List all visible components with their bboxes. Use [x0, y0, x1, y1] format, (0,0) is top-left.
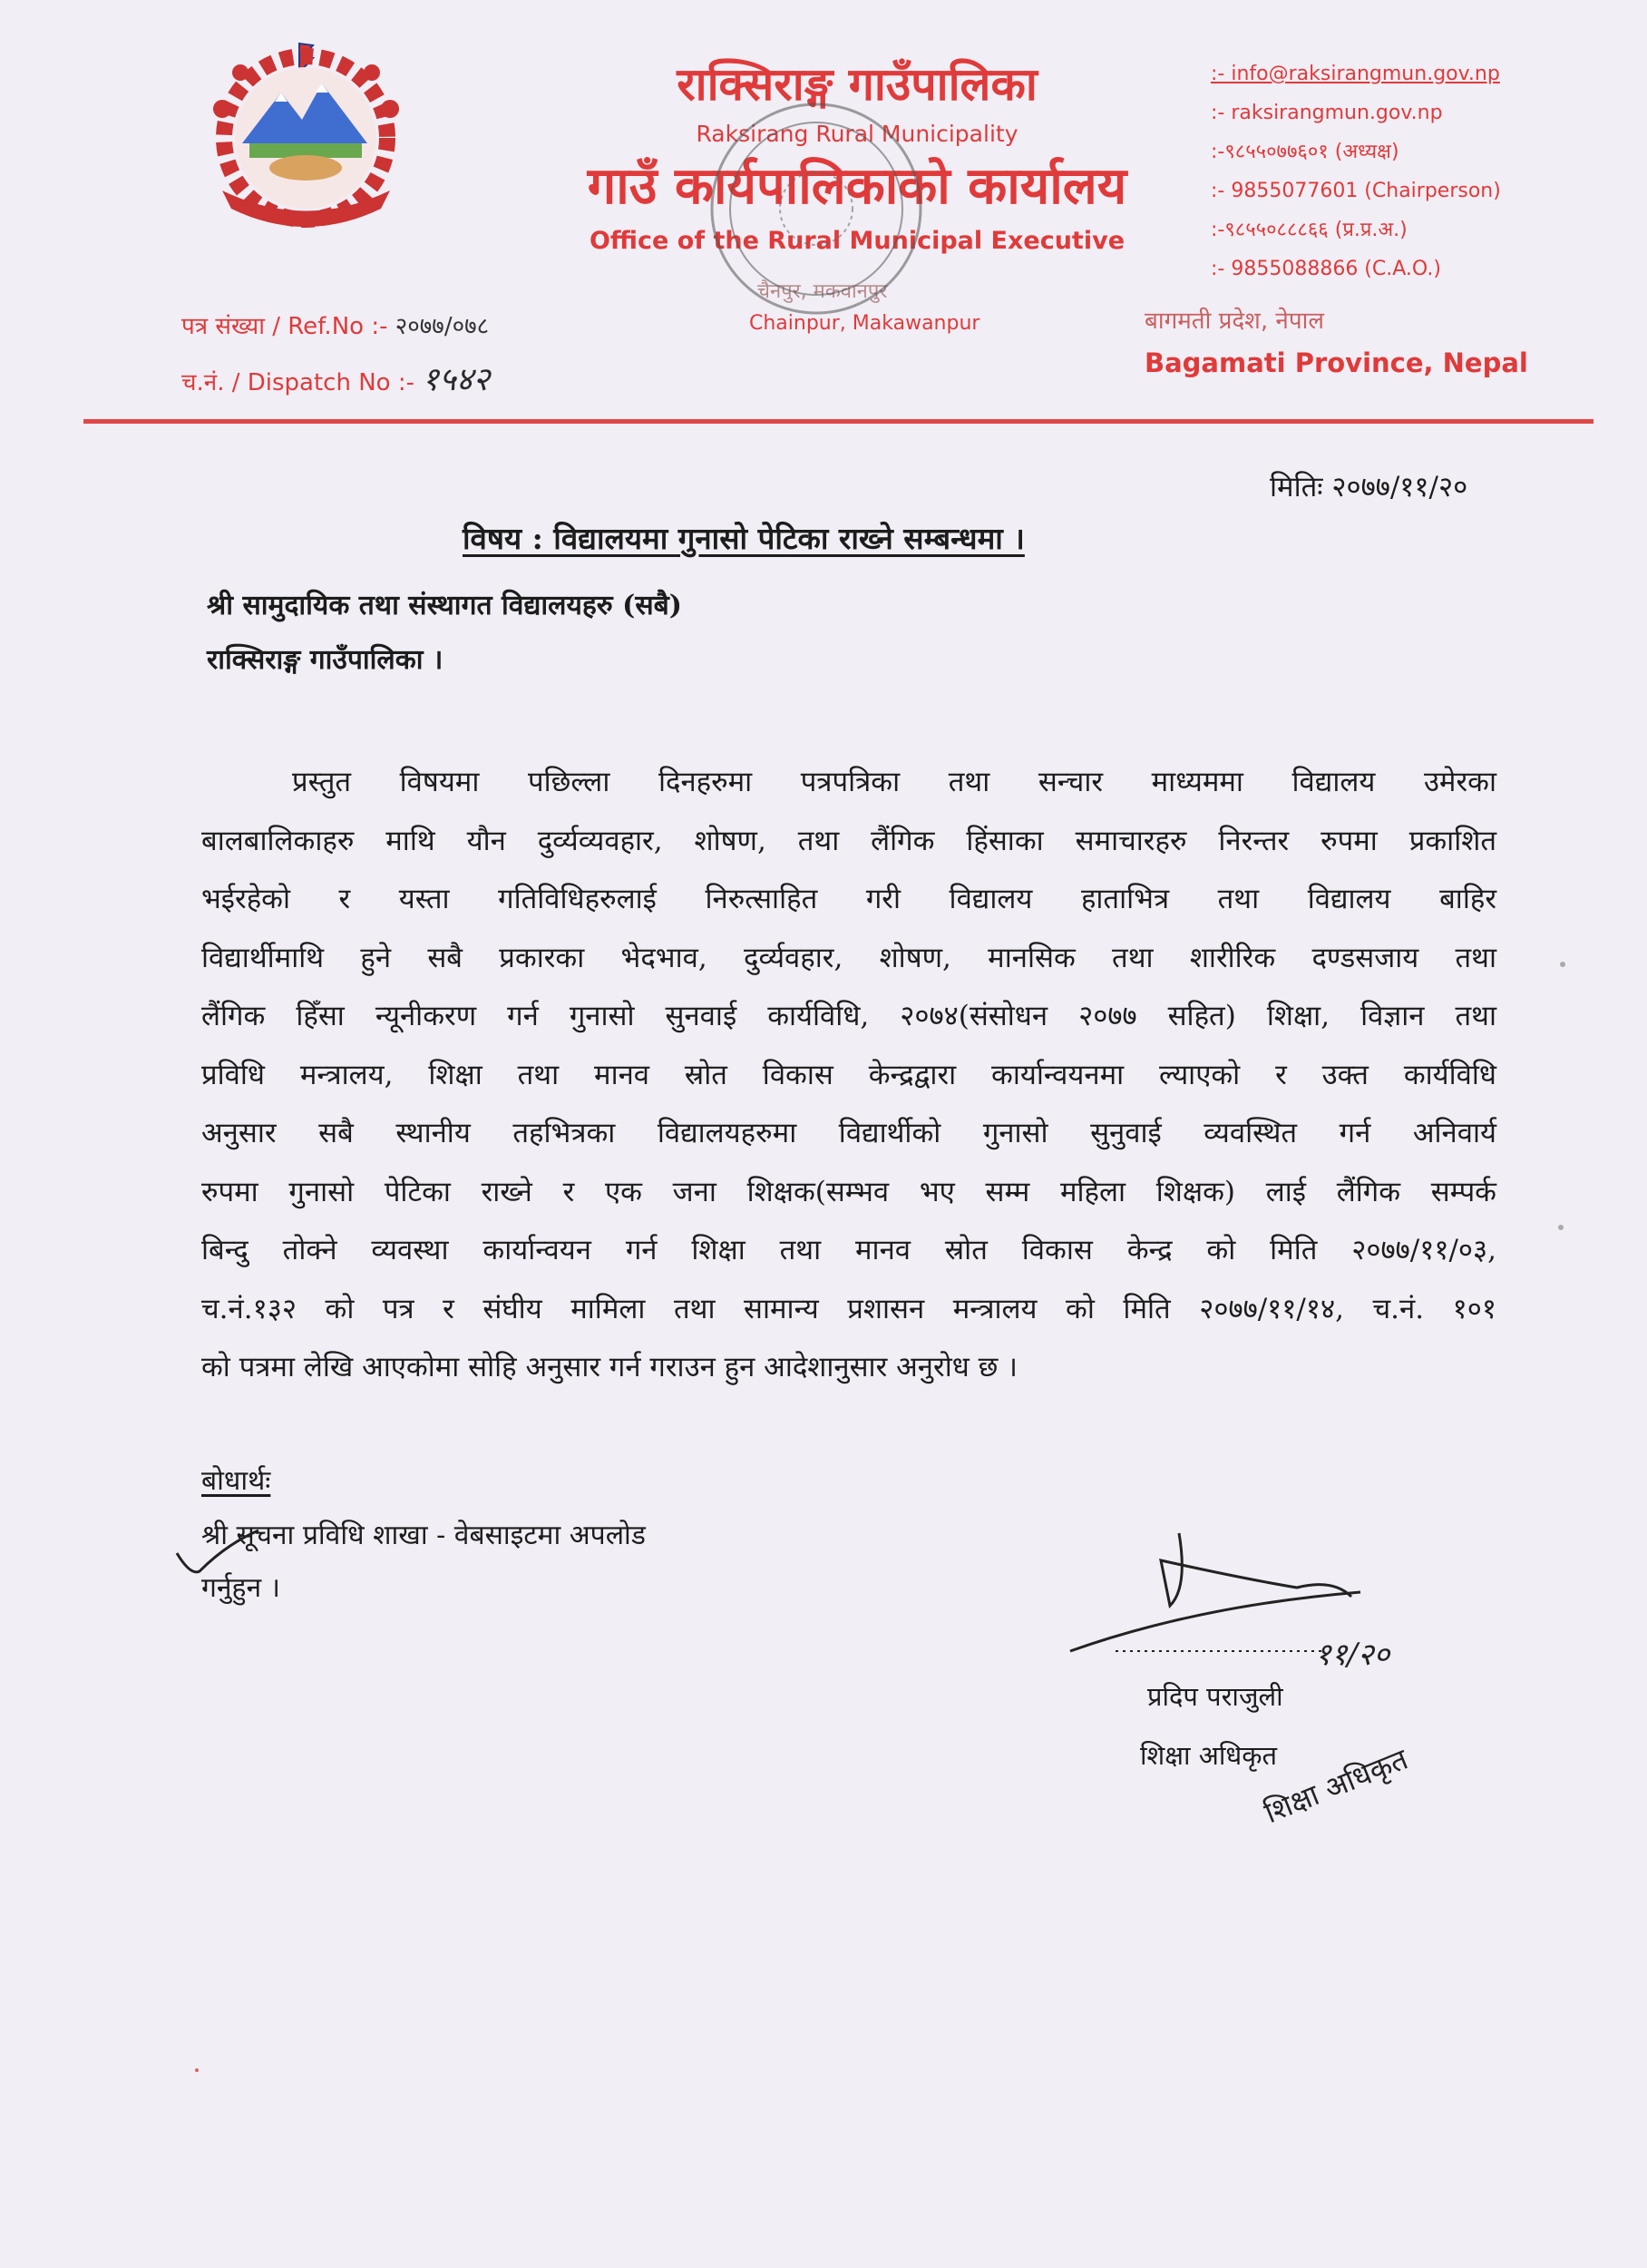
signatory-title: शिक्षा अधिकृत: [1140, 1740, 1278, 1771]
nepal-emblem-icon: [186, 36, 426, 231]
contact-chair-np: :-९८५५०७७६०१ (अध्यक्ष): [1211, 141, 1399, 163]
ref-value: २०७७/०७८: [395, 313, 490, 340]
body-line: विद्यार्थीमाथि हुने सबै प्रकारका भेदभाव, दुर्व्यवहार, शोषण, मानसिक तथा शारीरिक दण्डसजाय तथा: [201, 941, 1496, 974]
paper-speck: [1560, 962, 1565, 967]
officer-stamp-text: शिक्षा अधिकृत: [1259, 1741, 1413, 1831]
office-name-np: गाउँ कार्यपालिकाको कार्यालय: [587, 157, 1127, 216]
body-line: रुपमा गुनासो पेटिका राख्ने र एक जना शिक्षक(सम्भव भए सम्म महिला शिक्षक) लाई लैंगिक सम्पर्क: [201, 1175, 1496, 1208]
dispatch-number: [181, 356, 490, 400]
contact-cao-en: :- 9855088866 (C.A.O.): [1211, 258, 1441, 280]
letterhead-divider: [83, 419, 1593, 424]
bodharth-heading: बोधार्थः: [201, 1465, 271, 1497]
signatory-name: प्रदिप पराजुली: [1147, 1681, 1283, 1712]
addressee-line-1: श्री सामुदायिक तथा संस्थागत विद्यालयहरु (सबै): [207, 590, 682, 621]
addressee-line-2: राक्सिराङ्ग गाउँपालिका ।: [207, 644, 443, 676]
letter-date: मितिः २०७७/११/२०: [1270, 471, 1468, 503]
body-line: च.नं.१३२ को पत्र र संघीय मामिला तथा सामान्य प्रशासन मन्त्रालय को मिति २०७७/११/१४, च.नं. १०१: [201, 1292, 1496, 1325]
ref-number: [181, 308, 489, 341]
body-line: बालबालिकाहरु माथि यौन दुर्व्यव्यवहार, शोषण, तथा लैंगिक हिंसाका समाचारहरु निरन्तर रुपमा प्रकाशित: [201, 824, 1496, 857]
bodharth-line-1: श्री सूचना प्रविधि शाखा - वेबसाइटमा अपलोड: [201, 1520, 646, 1551]
province-np: बागमती प्रदेश, नेपाल: [1145, 308, 1324, 335]
bodharth-line-2: गर्नुहुन ।: [201, 1572, 281, 1604]
body-line: अनुसार सबै स्थानीय तहभित्रका विद्यालयहरुमा विद्यार्थीको गुनासो सुनुवाई व्यवस्थित गर्न अनिवार्य: [201, 1117, 1496, 1149]
body-line: भईरहेको र यस्ता गतिविधिहरुलाई निरुत्साहित गरी विद्यालय हाताभित्र तथा विद्यालय बाहिर: [201, 883, 1496, 915]
province-en: Bagamati Province, Nepal: [1145, 347, 1528, 378]
office-stamp-icon: [698, 91, 934, 327]
checkmark-icon: [172, 1526, 281, 1580]
office-name-en: Office of the Rural Municipal Executive: [589, 227, 1126, 255]
ref-label: पत्र संख्या / Ref.No :-: [181, 313, 388, 340]
contact-website[interactable]: :- raksirangmun.gov.np: [1211, 102, 1443, 124]
municipality-name-np: राक्सिराङ्ग गाउँपालिका: [677, 58, 1038, 111]
officer-stamp-icon: [1252, 1724, 1460, 1842]
body-line: को पत्रमा लेखि आएकोमा सोहि अनुसार गर्न गराउन हुन आदेशानुसार अनुरोध छ ।: [201, 1351, 1018, 1383]
contact-list: [1211, 54, 1501, 288]
signature-icon: [1061, 1524, 1478, 1696]
signature-date: ११/२०: [1315, 1637, 1390, 1673]
dispatch-value: १५४२: [422, 361, 491, 398]
body-line: प्रस्तुत विषयमा पछिल्ला दिनहरुमा पत्रपत्रिका तथा सन्चार माध्यममा विद्यालय उमेरका: [292, 766, 1496, 798]
municipality-name-en: Raksirang Rural Municipality: [696, 121, 1018, 147]
address-en: Chainpur, Makawanpur: [749, 312, 980, 335]
dispatch-label: च.नं. / Dispatch No :-: [181, 369, 414, 396]
address-np: चैनपुर, मकवानपुर: [757, 280, 888, 303]
paper-speck: [1558, 1225, 1564, 1230]
letter-subject: विषय : विद्यालयमा गुनासो पेटिका राख्ने सम्बन्धमा ।: [463, 521, 1025, 556]
body-line: लैंगिक हिँसा न्यूनीकरण गर्न गुनासो सुनवाई कार्यविधि, २०७४(संसोधन २०७७ सहित) शिक्षा, विज्ञान तथा: [201, 1000, 1496, 1032]
paper-speck: [195, 2068, 199, 2072]
contact-chair-en: :- 9855077601 (Chairperson): [1211, 180, 1501, 202]
contact-email[interactable]: :- info@raksirangmun.gov.np: [1211, 63, 1500, 85]
body-line: प्रविधि मन्त्रालय, शिक्षा तथा मानव स्रोत विकास केन्द्रद्वारा कार्यान्वयनमा ल्याएको र उक्त कार्यविधि: [201, 1058, 1496, 1091]
contact-cao-np: :-९८५५०८८८६६ (प्र.प्र.अ.): [1211, 219, 1408, 241]
body-line: बिन्दु तोक्ने व्यवस्था कार्यान्वयन गर्न शिक्षा तथा मानव स्रोत विकास केन्द्र को मिति २०७७/११/०३,: [201, 1234, 1496, 1266]
letter-body: [201, 753, 1496, 1397]
